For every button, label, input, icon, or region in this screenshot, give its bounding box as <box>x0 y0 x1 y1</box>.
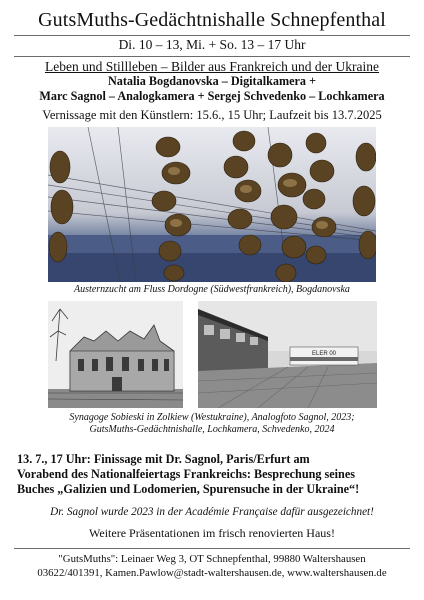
opening-hours: Di. 10 – 13, Mi. + So. 13 – 17 Uhr <box>118 37 306 52</box>
synagogue-photo <box>48 301 183 408</box>
artist-line-1: Natalia Bogdanovska – Digitalkamera + <box>107 74 317 88</box>
contact-footer <box>0 552 424 580</box>
oyster-farm-photo <box>48 127 376 282</box>
footer-contact: 03622/401391, Kamen.Pawlow@stadt-waltershausen.de, www.waltershausen.de <box>37 567 387 579</box>
award-note: Dr. Sagnol wurde 2023 in der Académie Française dafür ausgezeichnet! <box>50 506 374 518</box>
divider-hours <box>14 56 410 57</box>
caption-hall: GutsMuths-Gedächtnishalle, Lochkamera, Schvedenko, 2024 <box>89 423 335 435</box>
finissage-line-2: Vorabend des Nationalfeiertags Frankreichs: Besprechung seines <box>17 467 355 481</box>
finissage-line-1: 13. 7., 17 Uhr: Finissage mit Dr. Sagnol, Paris/Erfurt am <box>17 452 310 466</box>
gutsmuths-hall-photo <box>198 301 377 408</box>
artist-line-2: Marc Sagnol – Analogkamera + Sergej Schvedenko – Lochkamera <box>39 89 385 103</box>
caption-synagogue: Synagoge Sobieski in Zolkiew (Westukraine), Analogfoto Sagnol, 2023; <box>69 412 355 423</box>
caption-second-photos <box>0 412 424 435</box>
gutsmuths-hall-image <box>198 301 377 408</box>
vernissage-info: Vernissage mit den Künstlern: 15.6., 15 Uhr; Laufzeit bis 13.7.2025 <box>42 108 382 122</box>
finissage-line-3: Buches „Galizien und Lodomerien, Spurensuche in der Ukraine“! <box>17 482 360 496</box>
exhibition-subtitle: Leben und Stillleben – Bilder aus Frankreich und der Ukraine <box>44 59 380 74</box>
synagogue-image <box>48 301 183 408</box>
oyster-farm-image <box>48 127 376 282</box>
finissage-announcement <box>17 452 417 497</box>
divider-footer <box>14 548 410 549</box>
caption-oyster-photo: Austernzucht am Fluss Dordogne (Südwestfrankreich), Bogdanovska <box>74 284 350 295</box>
hall-sign-text: ELER 00 <box>311 351 337 357</box>
page-title: GutsMuths-Gedächtnishalle Schnepfenthal <box>38 9 386 31</box>
footer-address: "GutsMuths": Leinaer Weg 3, OT Schnepfenthal, 99880 Waltershausen <box>58 553 366 565</box>
further-presentations: Weitere Präsentationen im frisch renovierten Haus! <box>89 526 335 540</box>
artist-list <box>0 74 424 104</box>
